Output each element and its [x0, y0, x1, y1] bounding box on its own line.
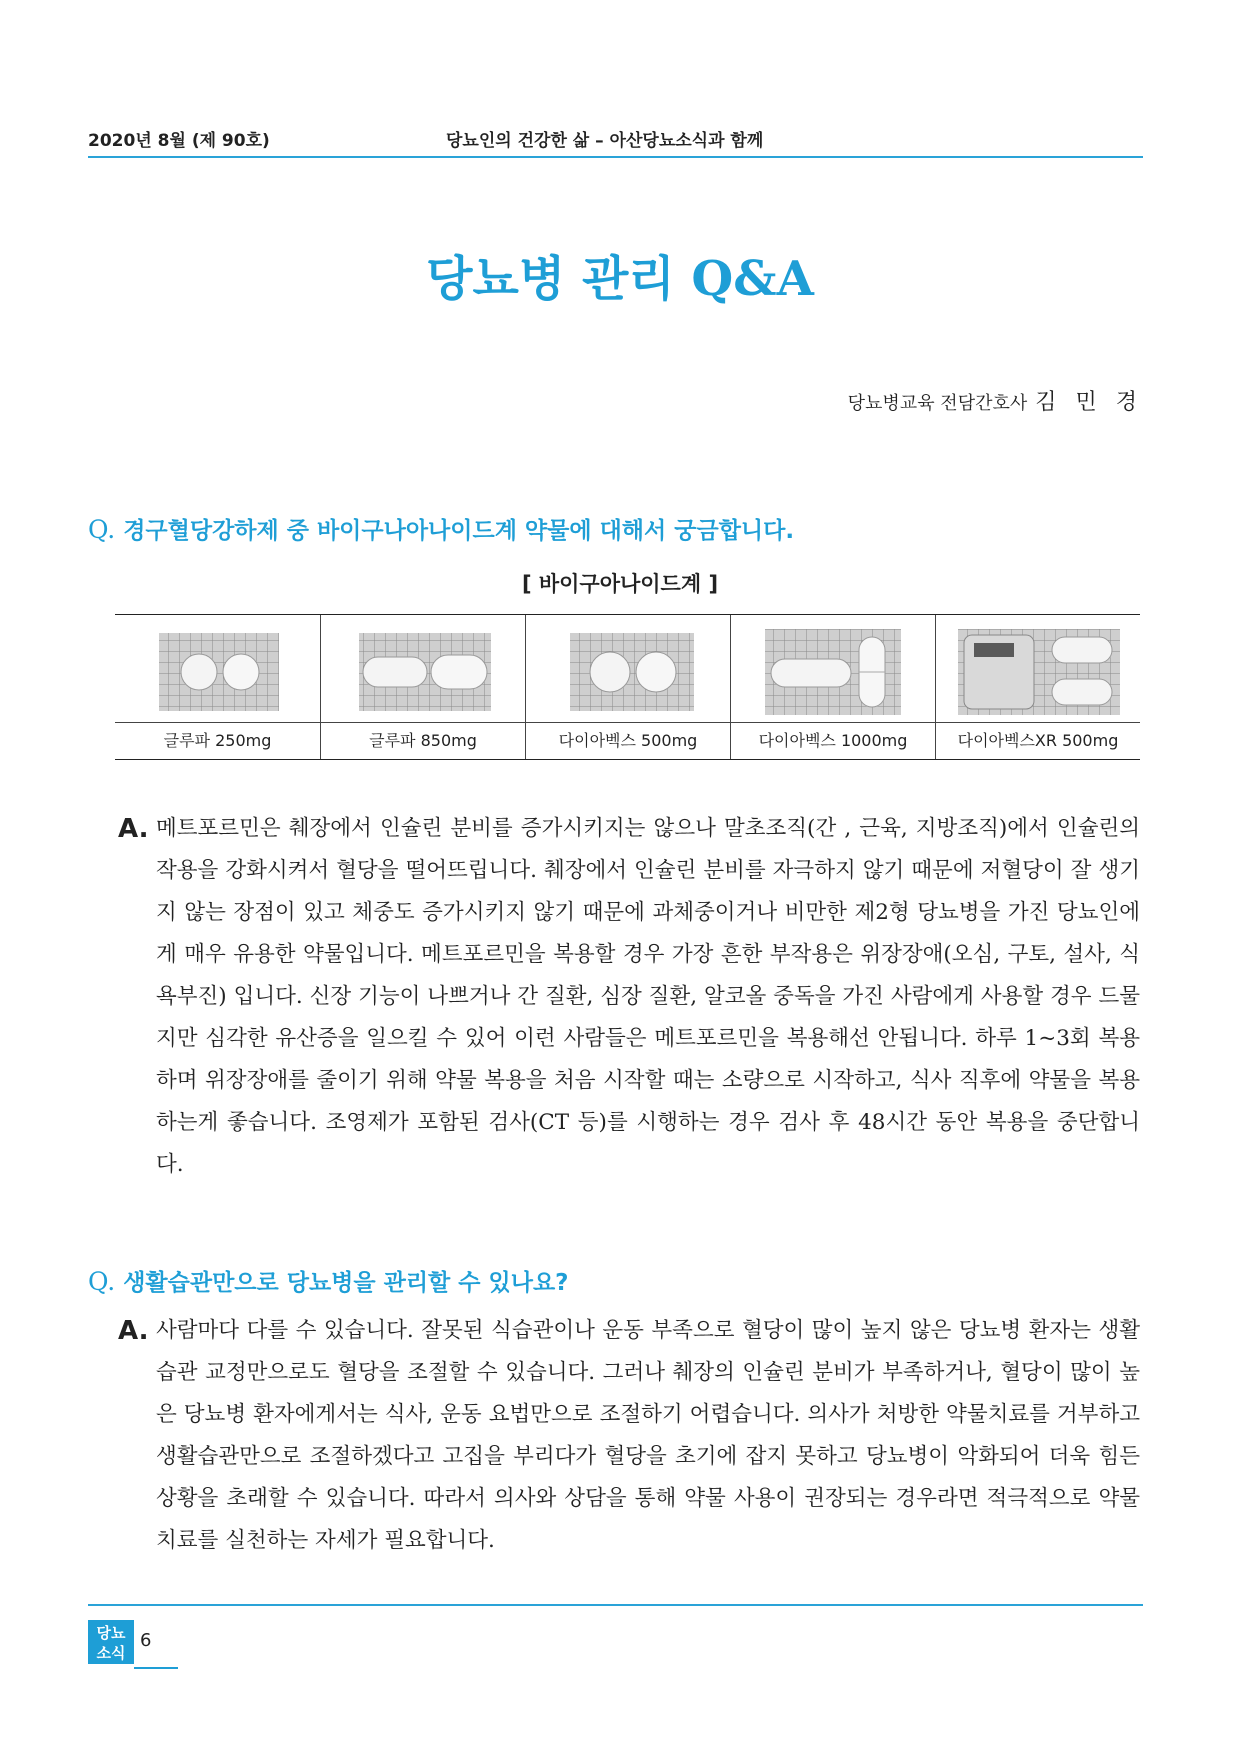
answer-2: [118, 1310, 1140, 1562]
pill-photo-diabex-xr-500: [956, 629, 1121, 715]
author-line: [848, 385, 1143, 416]
issue-label: 2020년 8월 (제 90호): [88, 131, 270, 151]
pill-table-title: [ 바이구아나이드계 ]: [521, 572, 719, 596]
pill-label: 다이아벡스 1000mg: [731, 722, 935, 759]
pill-label: 다이아벡스XR 500mg: [936, 722, 1140, 759]
pill-cell: [935, 615, 1140, 759]
pill-photo-diabex-1000: [751, 629, 916, 715]
pill-cell: [525, 615, 730, 759]
pill-cell: [115, 615, 320, 759]
question-2: [88, 1264, 569, 1297]
newsletter-logo: [88, 1620, 134, 1664]
author-role: 당뇨병교육 전담간호사: [847, 393, 1028, 414]
page-header: [88, 126, 1143, 158]
pill-photo-diabex-500: [546, 629, 711, 715]
page-number: 6: [140, 1630, 152, 1651]
author-name: 김 민 경: [1035, 390, 1143, 415]
answer-text: 메트포르민은 췌장에서 인슐린 분비를 증가시키지는 않으나 말초조직(간 , 근육, 지방조직)에서 인슐린의 작용을 강화시켜서 혈당을 떨어뜨립니다. 췌장에서 인슐린 분비를 자극하지 않기 때문에 저혈당이 잘 생기지 않는 장점이 있고 체중도 증가시키지 않기 때문에 과체중이거나 비만한 제2형 당뇨병을 가진 당뇨인에게 매우 유용한 약물입니다. 메트포르민을 복용할 경우 가장 흔한 부작용은 위장장애(오심, 구토, 설사, 식욕부진) 입니다. 신장 기능이 나쁘거나 간 질환, 심장 질환, 알코올 중독을 가진 사람에게 사용할 경우 드물지만 심각한 유산증을 일으킬 수 있어 이런 사람들은 메트포르민을 복용해선 안됩니다. 하루 1~3회 복용하며 위장장애를 줄이기 위해 약물 복용을 처음 시작할 때는 소량으로 시작하고, 식사 직후에 약물을 복용하는게 좋습니다. 조영제가 포함된 검사(CT 등)를 시행하는 경우 검사 후 48시간 동안 복용을 중단합니다.: [156, 816, 1140, 1177]
question-text: 생활습관만으로 당뇨병을 관리할 수 있나요?: [123, 1270, 569, 1296]
logo-line-1: 당뇨: [96, 1624, 126, 1642]
pill-cell: [730, 615, 935, 759]
pill-table: [115, 614, 1140, 760]
q-mark: Q.: [88, 1267, 116, 1296]
page-title: 당뇨병 관리 Q&A: [426, 251, 814, 307]
q-mark: Q.: [88, 515, 116, 544]
answer-text: 사람마다 다를 수 있습니다. 잘못된 식습관이나 운동 부족으로 혈당이 많이 높지 않은 당뇨병 환자는 생활습관 교정만으로도 혈당을 조절할 수 있습니다. 그러나 췌장의 인슐린 분비가 부족하거나, 혈당이 많이 높은 당뇨병 환자에게서는 식사, 운동 요법만으로 조절하기 어렵습니다. 의사가 처방한 약물치료를 거부하고 생활습관만으로 조절하겠다고 고집을 부리다가 혈당을 초기에 잡지 못하고 당뇨병이 악화되어 더욱 힘든 상황을 초래할 수 있습니다. 따라서 의사와 상담을 통해 약물 사용이 권장되는 경우라면 적극적으로 약물치료를 실천하는 자세가 필요합니다.: [156, 1318, 1140, 1553]
pill-label: 글루파 250mg: [115, 722, 320, 759]
question-1: [88, 512, 794, 545]
pill-label: 다이아벡스 500mg: [526, 722, 730, 759]
a-mark: A.: [118, 1316, 149, 1346]
question-text: 경구혈당강하제 중 바이구나아나이드계 약물에 대해서 궁금합니다.: [123, 518, 795, 544]
footer-rule: [88, 1604, 1143, 1606]
answer-1: [118, 808, 1140, 1186]
pill-photo-glupa-850: [341, 629, 506, 715]
a-mark: A.: [118, 814, 149, 844]
pill-photo-glupa-250: [135, 629, 300, 715]
page-number-underline: [134, 1667, 178, 1669]
logo-line-2: 소식: [96, 1644, 126, 1662]
pill-label: 글루파 850mg: [321, 722, 525, 759]
newsletter-subtitle: 당뇨인의 건강한 삶 – 아산당뇨소식과 함께: [446, 131, 764, 151]
pill-cell: [320, 615, 525, 759]
